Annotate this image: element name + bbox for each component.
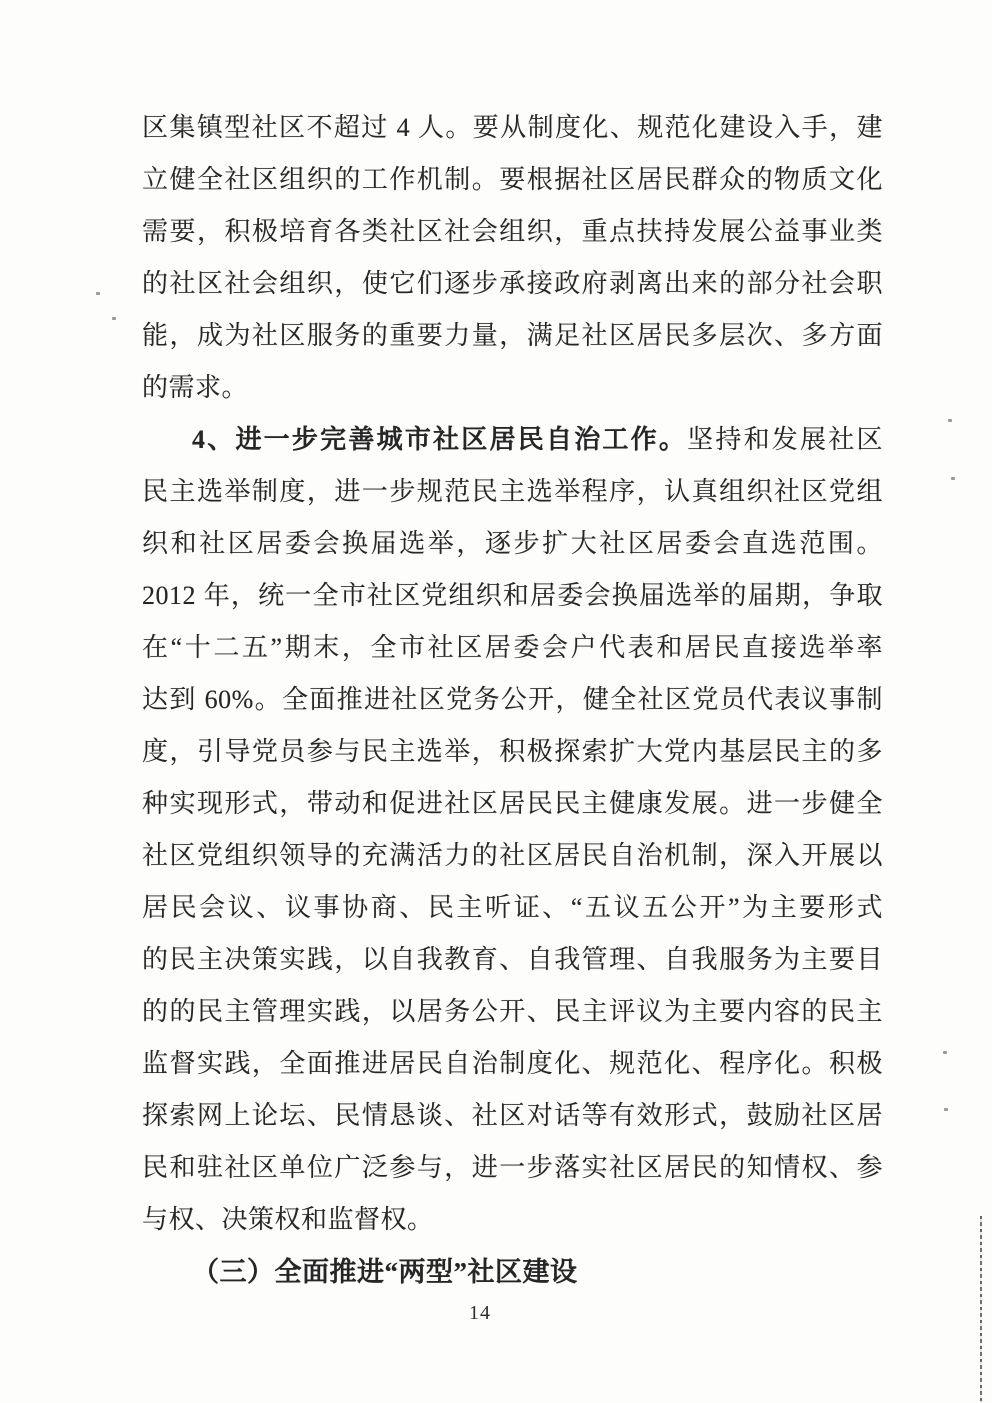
scan-speck <box>948 419 952 422</box>
text-segment: 2012 年，统一全市社区党组织和居委会换届选举的届期，争取 <box>142 581 883 610</box>
text-line <box>142 1142 883 1194</box>
bold-text-segment: 4、进一步完善城市社区居民自治工作。 <box>192 425 688 454</box>
text-segment: 织和社区居委会换届选举，逐步扩大社区居委会直选范围。 <box>142 529 883 558</box>
page-number: 14 <box>469 1302 491 1324</box>
scan-speck <box>96 292 100 295</box>
scan-edge-line <box>980 1216 982 1403</box>
text-line <box>142 258 883 310</box>
text-segment: 监督实践，全面推进居民自治制度化、规范化、程序化。积极 <box>142 1049 883 1078</box>
text-segment: 的民主决策实践，以自我教育、自我管理、自我服务为主要目 <box>142 945 883 974</box>
text-segment: 的社区社会组织，使它们逐步承接政府剥离出来的部分社会职 <box>142 269 883 298</box>
text-segment: 民主选举制度，进一步规范民主选举程序，认真组织社区党组 <box>142 477 883 506</box>
text-line <box>142 830 883 882</box>
text-segment: 种实现形式，带动和促进社区居民民主健康发展。进一步健全 <box>142 789 883 818</box>
text-segment: 探索网上论坛、民情恳谈、社区对话等有效形式，鼓励社区居 <box>142 1101 883 1130</box>
text-line <box>142 102 883 154</box>
text-line <box>142 466 883 518</box>
text-segment: 民和驻社区单位广泛参与，进一步落实社区居民的知情权、参 <box>142 1153 883 1182</box>
text-segment: 能，成为社区服务的重要力量，满足社区居民多层次、多方面 <box>142 321 883 350</box>
text-segment: 坚持和发展社区 <box>687 425 883 454</box>
text-line <box>142 1194 883 1246</box>
text-segment: 在“十二五”期末，全市社区居委会户代表和居民直接选举率 <box>142 633 883 662</box>
text-segment: 度，引导党员参与民主选举，积极探索扩大党内基层民主的多 <box>142 737 883 766</box>
scan-speck <box>112 317 116 320</box>
text-line <box>142 726 883 778</box>
text-segment: 与权、决策权和监督权。 <box>142 1205 434 1234</box>
text-line <box>142 414 883 466</box>
scan-speck <box>944 1108 948 1111</box>
text-segment: 社区党组织领导的充满活力的社区居民自治机制，深入开展以 <box>142 841 883 870</box>
text-line <box>142 362 883 414</box>
scan-speck <box>943 1051 947 1054</box>
text-segment: 需要，积极培育各类社区社会组织，重点扶持发展公益事业类 <box>142 217 883 246</box>
text-line <box>142 310 883 362</box>
text-segment: 的需求。 <box>142 373 249 402</box>
text-line <box>142 206 883 258</box>
text-line <box>142 518 883 570</box>
text-line <box>142 1090 883 1142</box>
scan-speck <box>951 477 955 480</box>
text-segment: 区集镇型社区不超过 4 人。要从制度化、规范化建设入手，建 <box>142 113 883 142</box>
bold-text-segment: （三）全面推进“两型”社区建设 <box>192 1257 578 1287</box>
text-segment: 居民会议、议事协商、民主听证、“五议五公开”为主要形式 <box>142 893 883 922</box>
text-line <box>142 154 883 206</box>
text-line <box>142 882 883 934</box>
text-line <box>142 934 883 986</box>
text-segment: 立健全社区组织的工作机制。要根据社区居民群众的物质文化 <box>142 165 883 194</box>
text-line <box>142 1038 883 1090</box>
text-block <box>142 102 883 1298</box>
text-line <box>142 622 883 674</box>
text-line <box>142 674 883 726</box>
text-line <box>142 986 883 1038</box>
section-heading-line <box>142 1246 883 1298</box>
text-line <box>142 570 883 622</box>
text-segment: 达到 60%。全面推进社区党务公开，健全社区党员代表议事制 <box>142 685 883 714</box>
text-line <box>142 778 883 830</box>
text-segment: 的的民主管理实践，以居务公开、民主评议为主要内容的民主 <box>142 997 883 1026</box>
